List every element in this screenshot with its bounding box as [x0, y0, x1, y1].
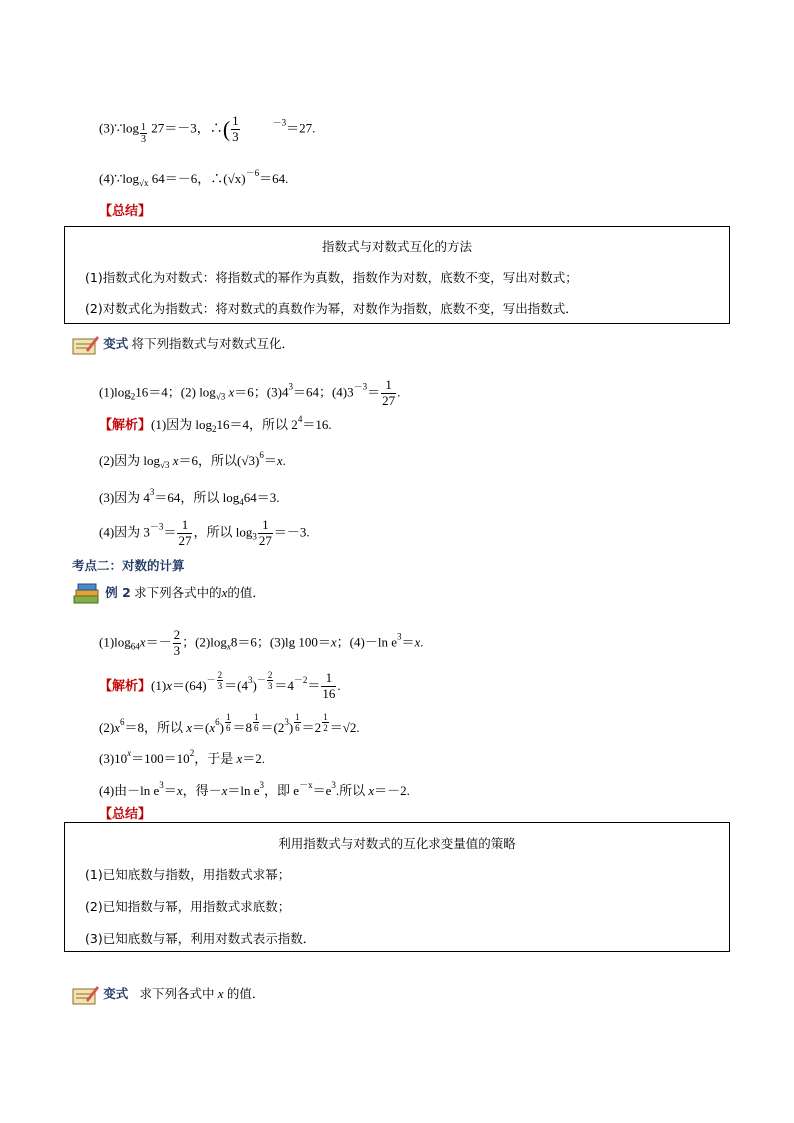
strategy-box [64, 822, 730, 952]
variant-sol-3: (3)因为 $4^3=64$，所以 $\log_464=3$. [99, 487, 280, 507]
summary-label-2: 【总结】 [99, 806, 152, 821]
example-sol-3: $(3)10^x=100=10^2$，于是 x＝2. [99, 748, 265, 766]
method-row-1: (1)指数式化为对数式：将指数式的幂作为真数，指数作为对数，底数不变，写出对数式； [85, 270, 578, 285]
solution-line-3: (3)∵log $\frac{1}{3}$ 27＝－3，∴( $\frac{1}{3}$ $^{-3}$＝27. [99, 113, 316, 146]
variant-question: $(1)\log_216=4$；(2) $\log_{√3} x=6$；$(3)4^3=64$；$(4)3^{-3}=$ $\frac{1}{27}$ . [99, 377, 401, 408]
example-sol-2: $(2)x^6=8$，所以 $x=(x^6)$ $^{\frac{1}{6}}$ ＝8 $^{\frac{1}{6}}$ $=(2^3)$ $^{\frac{1}{6}}$ ＝2 $^{\frac{1}{2}}$ ＝√2. [99, 712, 360, 735]
method-box [64, 226, 730, 324]
example-question: $(1)\log_{64}x=-$ $\frac{2}{3}$ ；$(2)\log_x8=6$；(3)lg 100＝x；(4)－ln $e^3=x$. [99, 627, 424, 658]
method-row-2: (2)对数式化为指数式：将对数式的真数作为幂，对数作为指数，底数不变，写出指数式． [85, 301, 578, 316]
strategy-box-title: 利用指数式与对数式的互化求变量值的策略 [278, 836, 516, 851]
variant-sol-2: (2)因为 $\log_{√3} x=6$，所以$(√3)^6=x$. [99, 450, 286, 470]
books-icon [72, 582, 102, 606]
strategy-row-1: (1)已知底数与指数，用指数式求幂； [85, 867, 291, 882]
example-heading: 例 2 求下列各式中的x的值． [72, 582, 265, 606]
example-sol-1: 【解析】$(1)x=(64)^{- \frac{2}{3}}$ $=(4^3)^{- \frac{2}{3}}$ $=4^{-2}=$ $\frac{1}{16}$ . [99, 670, 341, 702]
section-heading: 考点二：对数的计算 [72, 558, 185, 573]
notebook-pencil-icon [72, 984, 100, 1006]
solution-line-4: $(4)\because\log_{√x}$ 64＝－6，$\therefore(√x)^{-6}=64$. [99, 168, 289, 188]
summary-label: 【总结】 [99, 203, 152, 218]
method-box-title: 指数式与对数式互化的方法 [321, 239, 472, 254]
example-sol-4: (4)由－ln $e^3=x$，得－x＝ln $e^3$，即 $e^{-x}=e^3$.所以 x＝－2. [99, 780, 410, 798]
notebook-pencil-icon [72, 334, 100, 356]
variant-sol-4: (4)因为 $3^{-3}=$ $\frac{1}{27}$ ，所以 $\log_3$ $\frac{1}{27}$ ＝－3. [99, 517, 310, 548]
variant-heading-2: 变式 求下列各式中 x 的值． [72, 984, 264, 1006]
strategy-row-3: (3)已知底数与幂，利用对数式表示指数． [85, 931, 316, 946]
variant-sol-1: 【解析】(1)因为 $\log_216=4$，所以 $2^4=16$. [99, 414, 332, 434]
variant-heading: 变式 将下列指数式与对数式互化． [72, 334, 294, 356]
strategy-row-2: (2)已知指数与幂，用指数式求底数； [85, 899, 291, 914]
